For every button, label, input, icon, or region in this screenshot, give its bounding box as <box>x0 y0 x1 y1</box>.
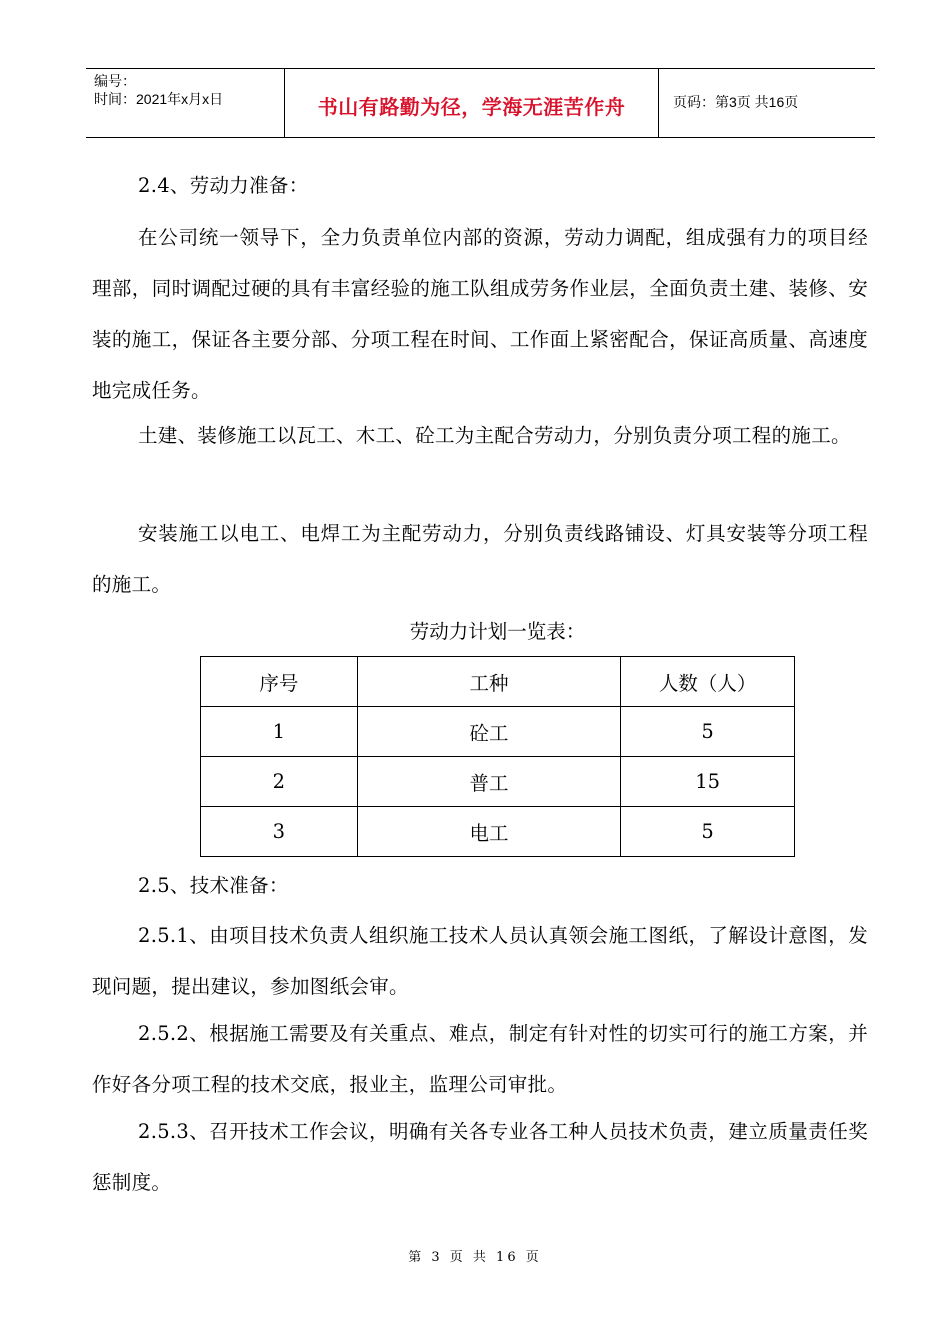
table-cell: 5 <box>621 807 795 857</box>
table-row <box>201 807 795 857</box>
table-cell: 2 <box>201 757 358 807</box>
section-2-5-title: 2.5、技术准备： <box>138 874 289 897</box>
table-header-cell: 序号 <box>201 657 358 707</box>
section-2-4-paragraph-3: 安装施工以电工、电焊工为主配劳动力，分别负责线路铺设、灯具安装等分项工程的施工。 <box>92 522 868 596</box>
section-2-4-paragraph-1: 在公司统一领导下，全力负责单位内部的资源，劳动力调配，组成强有力的项目经理部，同时调配过硬的具有丰富经验的施工队组成劳务作业层，全面负责土建、装修、安装的施工，保证各主要分部、分项工程在时间、工作面上紧密配合，保证高质量、高速度地完成任务。 <box>92 226 868 402</box>
table-cell: 15 <box>621 757 795 807</box>
table-header-cell: 人数（人） <box>621 657 795 707</box>
section-2-5-2: 2.5.2、根据施工需要及有关重点、难点，制定有针对性的切实可行的施工方案，并作好各分项工程的技术交底，报业主，监理公司审批。 <box>92 1022 868 1096</box>
table-cell: 1 <box>201 707 358 757</box>
header-motto: 书山有路勤为径，学海无涯苦作舟 <box>317 95 626 119</box>
document-header <box>86 68 875 138</box>
page-footer: 第 3 页 共 16 页 <box>408 1250 542 1265</box>
table-cell: 电工 <box>357 807 621 857</box>
section-2-4-paragraph-2: 土建、装修施工以瓦工、木工、砼工为主配合劳动力，分别负责分项工程的施工。 <box>138 424 851 447</box>
table-row <box>201 707 795 757</box>
table-cell: 5 <box>621 707 795 757</box>
table-row <box>201 757 795 807</box>
header-meta-cell <box>86 69 285 137</box>
header-motto-cell <box>285 69 659 137</box>
section-2-4-title: 2.4、劳动力准备： <box>138 174 309 197</box>
section-2-5-1: 2.5.1、由项目技术负责人组织施工技术人员认真领会施工图纸，了解设计意图，发现问题，提出建议，参加图纸会审。 <box>92 924 868 998</box>
table-caption: 劳动力计划一览表： <box>409 620 586 643</box>
section-2-5-3: 2.5.3、召开技术工作会议，明确有关各专业各工种人员技术负责，建立质量责任奖惩制度。 <box>92 1120 868 1194</box>
document-time-label: 时间：2021年x月x日 <box>94 91 224 107</box>
table-header-row <box>201 657 795 707</box>
table-header-cell: 工种 <box>357 657 621 707</box>
header-page-cell <box>659 69 875 137</box>
table-cell: 普工 <box>357 757 621 807</box>
document-number-label: 编号： <box>94 73 136 89</box>
labor-plan-table <box>200 656 795 857</box>
table-cell: 砼工 <box>357 707 621 757</box>
header-page-info: 页码：第3页 共16页 <box>673 94 799 110</box>
table-cell: 3 <box>201 807 358 857</box>
